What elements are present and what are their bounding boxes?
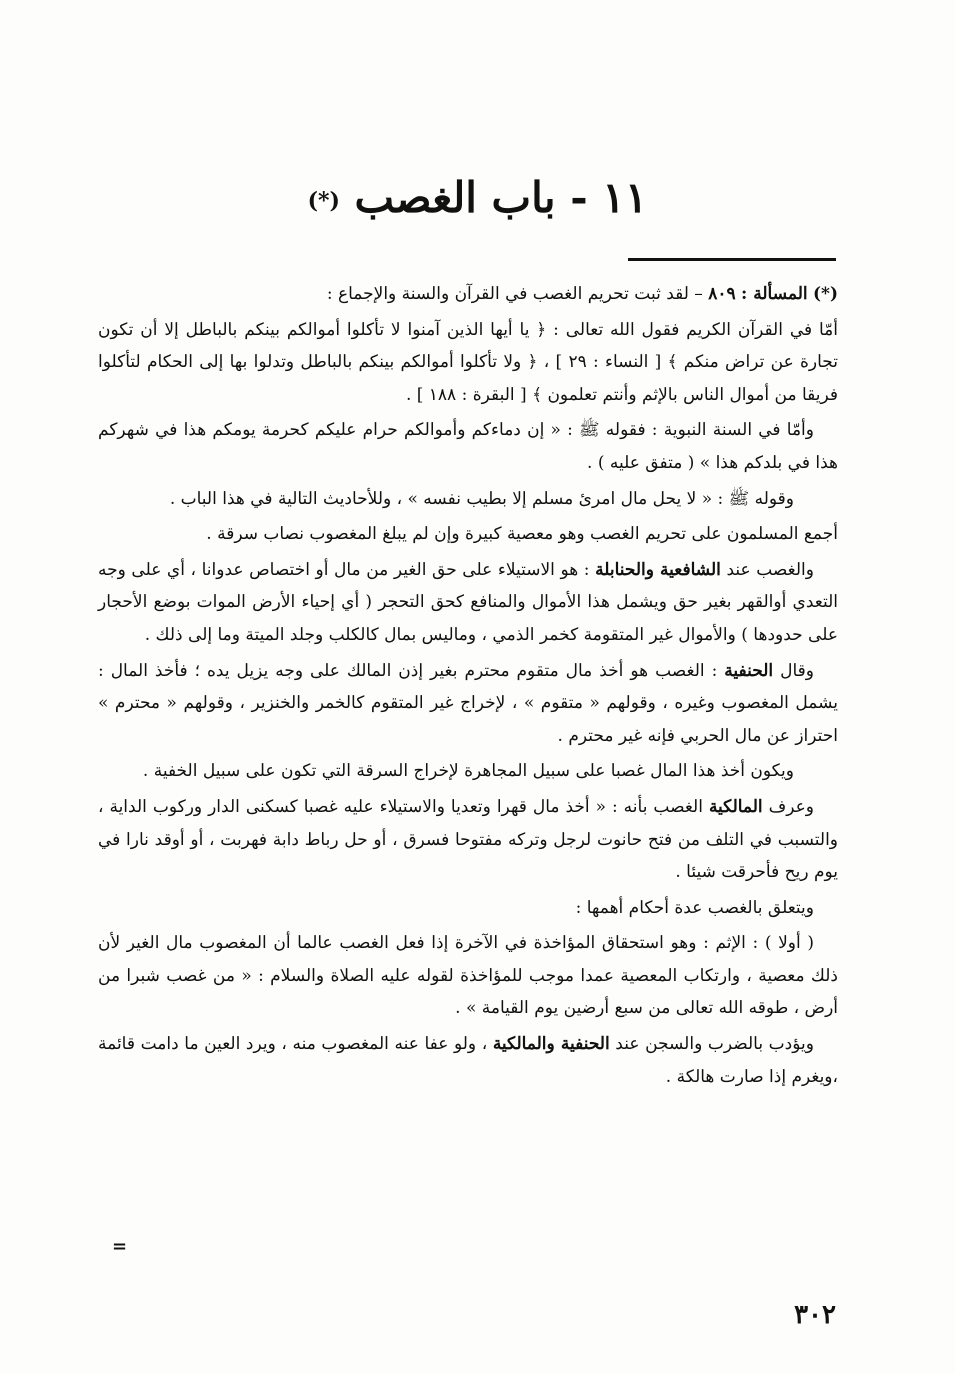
paragraph-ahkam: ويتعلق بالغصب عدة أحكام أهمها : [575, 897, 814, 918]
paragraph-mujahara: ويكون أخذ هذا المال غصبا على سبيل المجاهرة لإخراج السرقة التي تكون على سبيل الخفية . [142, 761, 794, 782]
chapter-dash: - [570, 173, 588, 222]
masala-label: المسألة : [741, 284, 808, 304]
chapter-name: باب الغصب [354, 173, 556, 222]
paragraph-ijma: أجمع المسلمون على تحريم الغصب وهو معصية كبيرة وإن لم يبلغ المغصوب نصاب سرقة . [206, 524, 838, 545]
paragraph-hanafi [98, 655, 838, 753]
hanafi-before: وقال [780, 660, 814, 681]
punishment-before: ويؤدب بالضرب والسجن عند [615, 1034, 814, 1055]
chapter-number: ١١ [602, 173, 648, 222]
paragraph-masala [98, 278, 838, 311]
paragraph-shafii-hanbali [98, 554, 838, 652]
shafii-school: الشافعية والحنابلة [595, 559, 721, 580]
hanafi-after: : الغصب هو أخذ مال متقوم محترم بغير إذن المالك على وجه يزيل يده ؛ فأخذ المال : يشمل المغصوب وغيره ، وقولهم « متقوم » ، لإخراج غير المتقوم كالخمر والخنزير ، وقولهم « محترم » احتراز عن مال الحربي فإنه غير محترم . [98, 660, 838, 746]
maliki-school: المالكية [708, 796, 763, 817]
footnote-body [98, 278, 838, 1096]
paragraph-maliki [98, 791, 838, 889]
paragraph-sunnah: وأمّا في السنة النبوية : فقوله ﷺ : « إن دماءكم وأموالكم حرام عليكم كحرمة يومكم هذا في شهركم هذا في بلدكم هذا » ( متفق عليه ) . [98, 420, 838, 473]
chapter-footnote-mark: (*) [307, 188, 340, 214]
punishment-schools: الحنفية والمالكية [492, 1034, 610, 1055]
paragraph-hadith: وقوله ﷺ : « لا يحل مال امرئ مسلم إلا بطيب نفسه » ، وللأحاديث التالية في هذا الباب . [169, 488, 794, 509]
paragraph-quran: أمّا في القرآن الكريم فقول الله تعالى : ﴿ يا أيها الذين آمنوا لا تأكلوا أموالكم بينكم بالباطل إلا أن تكون تجارة عن تراض منكم ﴾ [ النساء : ٢٩ ] ، ﴿ ولا تأكلوا أموالكم بينكم بالباطل وتدلوا بها إلى الحكام لتأكلوا فريقا من أموال الناس بالإثم وأنتم تعلمون ﴾ [ البقرة : ١٨٨ ] . [98, 319, 838, 405]
masala-text: – لقد ثبت تحريم الغصب في القرآن والسنة والإجماع : [326, 284, 703, 304]
shafii-before: والغصب عند [726, 559, 814, 580]
footnote-mark: (*) [813, 284, 838, 304]
paragraph-punishment [98, 1028, 838, 1093]
masala-number: ٨٠٩ [708, 284, 736, 304]
footnote-separator-rule [628, 258, 836, 261]
punishment-after: ، ولو عفا عنه المغصوب منه ، ويرد العين ما دامت قائمة ،ويغرم إذا صارت هالكة . [98, 1034, 838, 1087]
chapter-title [0, 170, 955, 229]
page-number: ٣٠٢ [794, 1300, 836, 1330]
shafii-after: : هو الاستيلاء على حق الغير من مال أو اختصاص عدوانا ، أي على وجه التعدي أوالقهر بغير حق ويشمل هذا الأموال والمنافع كحق التحجر ( أي إحياء الأرض الموات بوضع الأحجار على حدودها ) والأموال غير المتقومة كخمر الذمي ، ومالیس بمال كالكلب وجلد الميتة وما إلى ذلك . [98, 559, 838, 645]
continuation-mark: = [112, 1236, 128, 1257]
maliki-before: وعرف [768, 796, 815, 817]
paragraph-ithm: ( أولا ) : الإثم : وهو استحقاق المؤاخذة في الآخرة إذا فعل الغصب عالما أن المغصوب مال الغير لأن ذلك معصية ، وارتكاب المعصية عمدا موجب للمؤاخذة لقوله عليه الصلاة والسلام : « من غصب شبرا من أرض ، طوقه الله تعالى من سبع أرضين يوم القيامة » . [98, 933, 838, 1019]
maliki-after: الغصب بأنه : « أخذ مال قهرا وتعديا والاستيلاء عليه غصبا كسكنى الدار وركوب الداية ، والتسبب في التلف من فتح حانوت لرجل وتركه مفتوحا فسرق ، أو حل رباط دابة فهربت ، أو أوقد نارا في يوم ريح فأحرقت شيئا . [98, 796, 838, 883]
hanafi-school: الحنفية [724, 660, 774, 681]
